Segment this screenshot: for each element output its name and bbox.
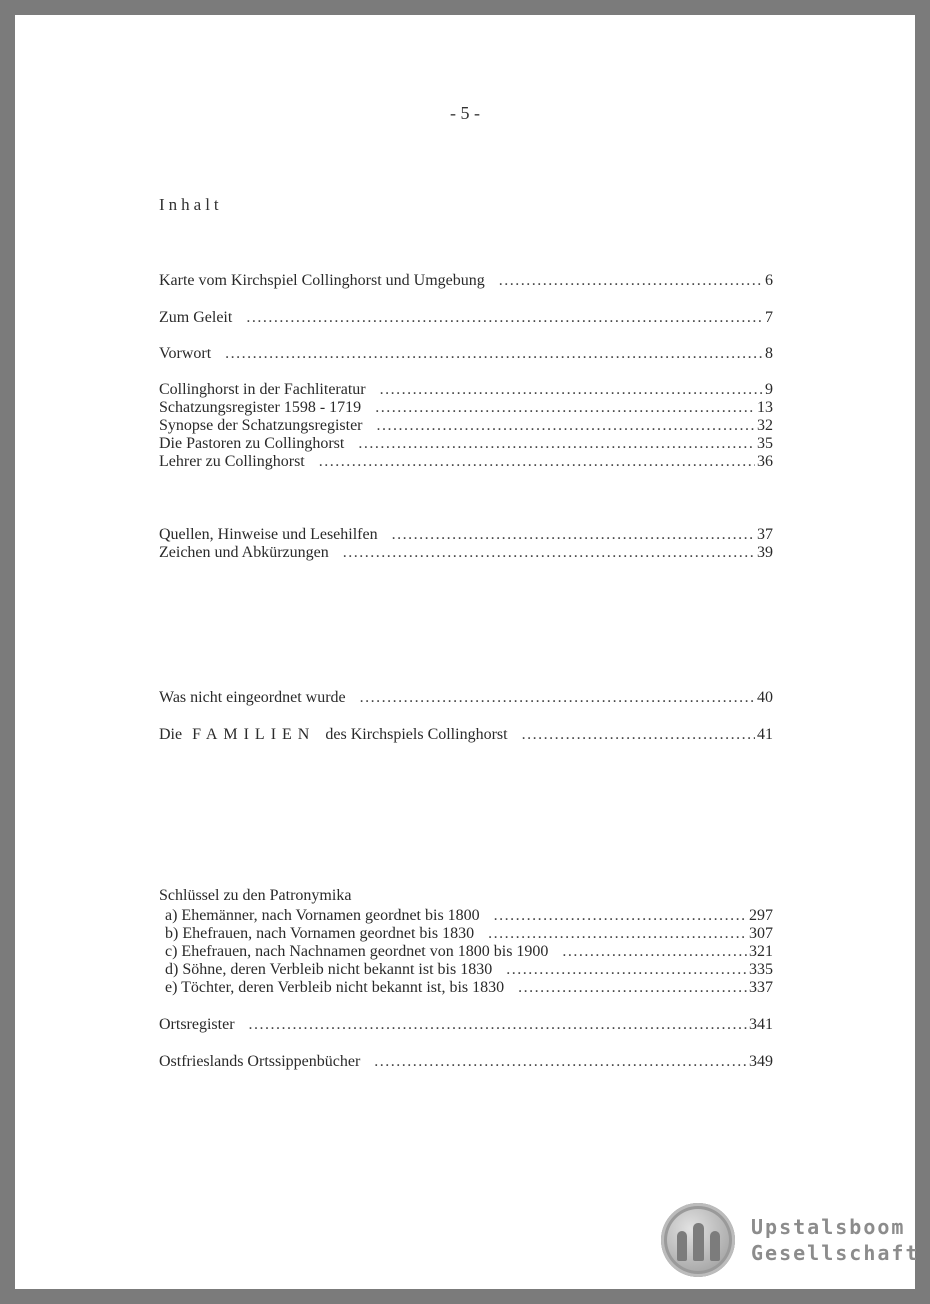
toc-page: 35 — [757, 435, 773, 452]
logo-text — [751, 1214, 920, 1266]
page-number: - 5 - — [450, 103, 480, 123]
toc-leader — [499, 272, 763, 290]
toc-page: 321 — [749, 943, 773, 960]
toc-page: 335 — [749, 961, 773, 978]
toc-label — [159, 726, 522, 744]
seal-icon — [661, 1203, 735, 1277]
toc-entry — [165, 907, 773, 925]
toc-leader — [358, 435, 755, 453]
toc-page: 39 — [757, 544, 773, 561]
toc-entry — [165, 925, 773, 943]
toc-entry — [159, 1053, 773, 1071]
toc-page: 36 — [757, 453, 773, 470]
document-page — [15, 15, 920, 1289]
toc-page: 307 — [749, 925, 773, 942]
toc-entry — [165, 943, 773, 961]
toc-leader — [375, 399, 755, 417]
toc-leader — [494, 907, 747, 925]
toc-entry — [159, 1016, 773, 1034]
toc-leader — [249, 1016, 747, 1034]
society-logo — [661, 1203, 920, 1277]
toc-entry — [159, 435, 773, 453]
toc-entry — [159, 544, 773, 562]
toc-page: 40 — [757, 689, 773, 706]
toc-page: 41 — [757, 726, 773, 743]
toc-leader — [488, 925, 747, 943]
toc-label: Collinghorst in der Fachliteratur — [159, 381, 366, 398]
toc-leader — [522, 726, 755, 744]
patronymika-title: Schlüssel zu den Patronymika — [159, 887, 352, 904]
toc-leader — [377, 417, 755, 435]
toc-label: a) Ehemänner, nach Vornamen geordnet bis 1800 — [165, 907, 480, 924]
familien-spaced-word: FAMILIEN — [192, 726, 316, 743]
toc-entry — [159, 309, 773, 327]
toc-page: 9 — [765, 381, 773, 398]
toc-entry — [159, 272, 773, 290]
contents-heading: Inhalt — [159, 195, 223, 214]
toc-entry — [159, 417, 773, 435]
toc-leader — [380, 381, 763, 399]
toc-leader — [392, 526, 755, 544]
toc-page: 8 — [765, 345, 773, 362]
toc-label: Quellen, Hinweise und Lesehilfen — [159, 526, 378, 543]
toc-leader — [562, 943, 747, 961]
logo-line-2: Gesellschaft — [751, 1241, 920, 1265]
toc-page: 337 — [749, 979, 773, 996]
familien-suffix: des Kirchspiels Collinghorst — [325, 726, 508, 743]
toc-label: e) Töchter, deren Verbleib nicht bekannt ist, bis 1830 — [165, 979, 505, 996]
toc-label: Zum Geleit — [159, 309, 233, 326]
toc-page: 6 — [765, 272, 773, 289]
toc-entry — [159, 399, 773, 417]
toc-label: Karte vom Kirchspiel Collinghorst und Umgebung — [159, 272, 485, 289]
toc-page: 37 — [757, 526, 773, 543]
toc-leader — [506, 961, 747, 979]
toc-leader — [246, 309, 763, 327]
toc-label: Ostfrieslands Ortssippenbücher — [159, 1053, 361, 1070]
toc-leader — [360, 689, 755, 707]
toc-entry — [159, 453, 773, 471]
toc-page: 297 — [749, 907, 773, 924]
toc-entry-familien — [159, 726, 773, 744]
toc-label: b) Ehefrauen, nach Vornamen geordnet bis 1830 — [165, 925, 475, 942]
toc-leader — [225, 345, 763, 363]
toc-label: d) Söhne, deren Verbleib nicht bekannt ist bis 1830 — [165, 961, 493, 978]
familien-prefix: Die — [159, 726, 183, 743]
toc-entry — [159, 381, 773, 399]
toc-label: Die Pastoren zu Collinghorst — [159, 435, 345, 452]
toc-entry — [159, 526, 773, 544]
toc-entry — [165, 961, 773, 979]
toc-page: 7 — [765, 309, 773, 326]
toc-page: 13 — [757, 399, 773, 416]
toc-label: Schatzungsregister 1598 - 1719 — [159, 399, 362, 416]
toc-entry — [159, 345, 773, 363]
toc-leader — [518, 979, 747, 997]
toc-label: c) Ehefrauen, nach Nachnamen geordnet von 1800 bis 1900 — [165, 943, 549, 960]
toc-label: Vorwort — [159, 345, 212, 362]
toc-label: Zeichen und Abkürzungen — [159, 544, 329, 561]
toc-page: 341 — [749, 1016, 773, 1033]
toc-leader — [374, 1053, 747, 1071]
toc-entry — [165, 979, 773, 997]
toc-label: Lehrer zu Collinghorst — [159, 453, 305, 470]
toc-label: Was nicht eingeordnet wurde — [159, 689, 346, 706]
logo-line-1: Upstalsboom — [751, 1215, 906, 1239]
toc-leader — [319, 453, 755, 471]
toc-leader — [343, 544, 755, 562]
toc-entry — [159, 689, 773, 707]
toc-label: Ortsregister — [159, 1016, 235, 1033]
toc-label: Synopse der Schatzungsregister — [159, 417, 363, 434]
toc-page: 32 — [757, 417, 773, 434]
toc-page: 349 — [749, 1053, 773, 1070]
